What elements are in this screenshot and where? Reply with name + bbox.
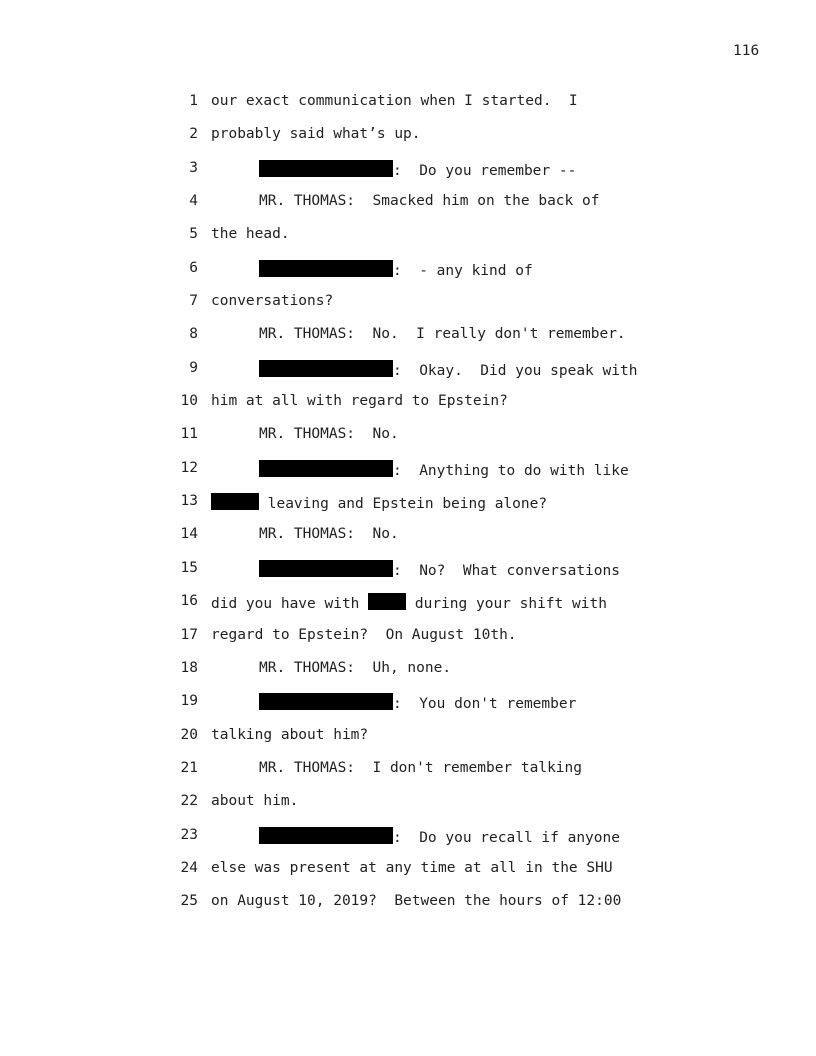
line-text-after: : Do you remember -- (393, 162, 577, 179)
line-text (259, 260, 533, 279)
transcript-line (0, 526, 816, 559)
redaction-box (259, 160, 393, 177)
line-text-after: during your shift with (406, 596, 607, 613)
line-text: MR. THOMAS: No. (259, 526, 399, 543)
redaction-box (368, 593, 406, 610)
line-number: 22 (180, 793, 198, 810)
line-text: regard to Epstein? On August 10th. (211, 626, 517, 643)
line-number: 12 (180, 459, 198, 476)
redaction-box (259, 260, 393, 277)
line-text (259, 360, 637, 379)
transcript-line (0, 360, 816, 393)
line-number: 4 (189, 193, 198, 210)
line-number: 23 (180, 826, 198, 843)
transcript-line (0, 193, 816, 226)
transcript-line (0, 226, 816, 259)
line-number: 14 (180, 526, 198, 543)
redaction-box (259, 827, 393, 844)
transcript-line (0, 493, 816, 526)
line-text: the head. (211, 226, 290, 243)
transcript-line (0, 160, 816, 193)
transcript-line (0, 126, 816, 159)
line-number: 5 (189, 226, 198, 243)
line-text: probably said what’s up. (211, 126, 421, 143)
line-number: 16 (180, 593, 198, 610)
line-text (259, 827, 620, 846)
line-number: 9 (189, 359, 198, 376)
line-text (211, 593, 607, 612)
line-number: 19 (180, 693, 198, 710)
line-text: about him. (211, 793, 299, 810)
redaction-box (259, 560, 393, 577)
line-text-before: did you have with (211, 596, 369, 613)
line-number: 3 (189, 159, 198, 176)
transcript-line (0, 393, 816, 426)
redaction-box (211, 493, 259, 510)
line-number: 17 (180, 626, 198, 643)
line-text-after: : No? What conversations (393, 562, 620, 579)
page-number: 116 (733, 43, 760, 59)
transcript-line (0, 693, 816, 726)
line-text: conversations? (211, 293, 334, 310)
transcript-line (0, 827, 816, 860)
line-number: 11 (180, 426, 198, 443)
line-text (259, 160, 576, 179)
transcript-line (0, 460, 816, 493)
line-text: him at all with regard to Epstein? (211, 393, 508, 410)
transcript-line (0, 593, 816, 626)
line-text: our exact communication when I started. I (211, 93, 578, 109)
transcript-line (0, 660, 816, 693)
line-number: 8 (189, 326, 198, 343)
transcript-line (0, 860, 816, 893)
line-number: 18 (180, 659, 198, 676)
transcript-line (0, 260, 816, 293)
line-text (259, 693, 576, 712)
redaction-box (259, 693, 393, 710)
line-text (259, 460, 629, 479)
line-number: 20 (180, 726, 198, 743)
transcript-line (0, 627, 816, 660)
line-number: 21 (180, 759, 198, 776)
redaction-box (259, 360, 393, 377)
transcript-line (0, 727, 816, 760)
transcript-line (0, 560, 816, 593)
line-text-after: : - any kind of (393, 262, 533, 279)
line-number: 15 (180, 559, 198, 576)
line-text: MR. THOMAS: I don't remember talking (259, 759, 583, 776)
line-text (211, 493, 547, 512)
line-text: on August 10, 2019? Between the hours of 12:00 (211, 893, 622, 910)
line-text-after: : Do you recall if anyone (393, 829, 620, 846)
line-text: MR. THOMAS: No. I really don't remember. (259, 326, 626, 343)
line-text-after: leaving and Epstein being alone? (259, 496, 548, 513)
transcript-line (0, 426, 816, 459)
transcript-line (0, 893, 816, 926)
transcript-line (0, 93, 816, 126)
line-number: 10 (180, 393, 198, 410)
transcript-line (0, 293, 816, 326)
line-number: 6 (189, 259, 198, 276)
transcript-line (0, 326, 816, 359)
line-number: 25 (180, 893, 198, 910)
line-text-after: : Anything to do with like (393, 462, 629, 479)
line-text: MR. THOMAS: No. (259, 426, 399, 443)
line-number: 24 (180, 859, 198, 876)
transcript-line (0, 793, 816, 826)
line-number: 13 (180, 493, 198, 510)
line-number: 2 (189, 126, 198, 143)
line-text: talking about him? (211, 726, 369, 743)
line-text: else was present at any time at all in the SHU (211, 859, 613, 876)
line-number: 1 (189, 93, 198, 109)
line-text: MR. THOMAS: Smacked him on the back of (259, 193, 600, 210)
line-text-after: : Okay. Did you speak with (393, 362, 638, 379)
line-text: MR. THOMAS: Uh, none. (259, 659, 452, 676)
transcript-body (0, 93, 816, 927)
transcript-line (0, 760, 816, 793)
line-text-after: : You don't remember (393, 696, 577, 713)
redaction-box (259, 460, 393, 477)
line-text (259, 560, 620, 579)
line-number: 7 (189, 293, 198, 310)
